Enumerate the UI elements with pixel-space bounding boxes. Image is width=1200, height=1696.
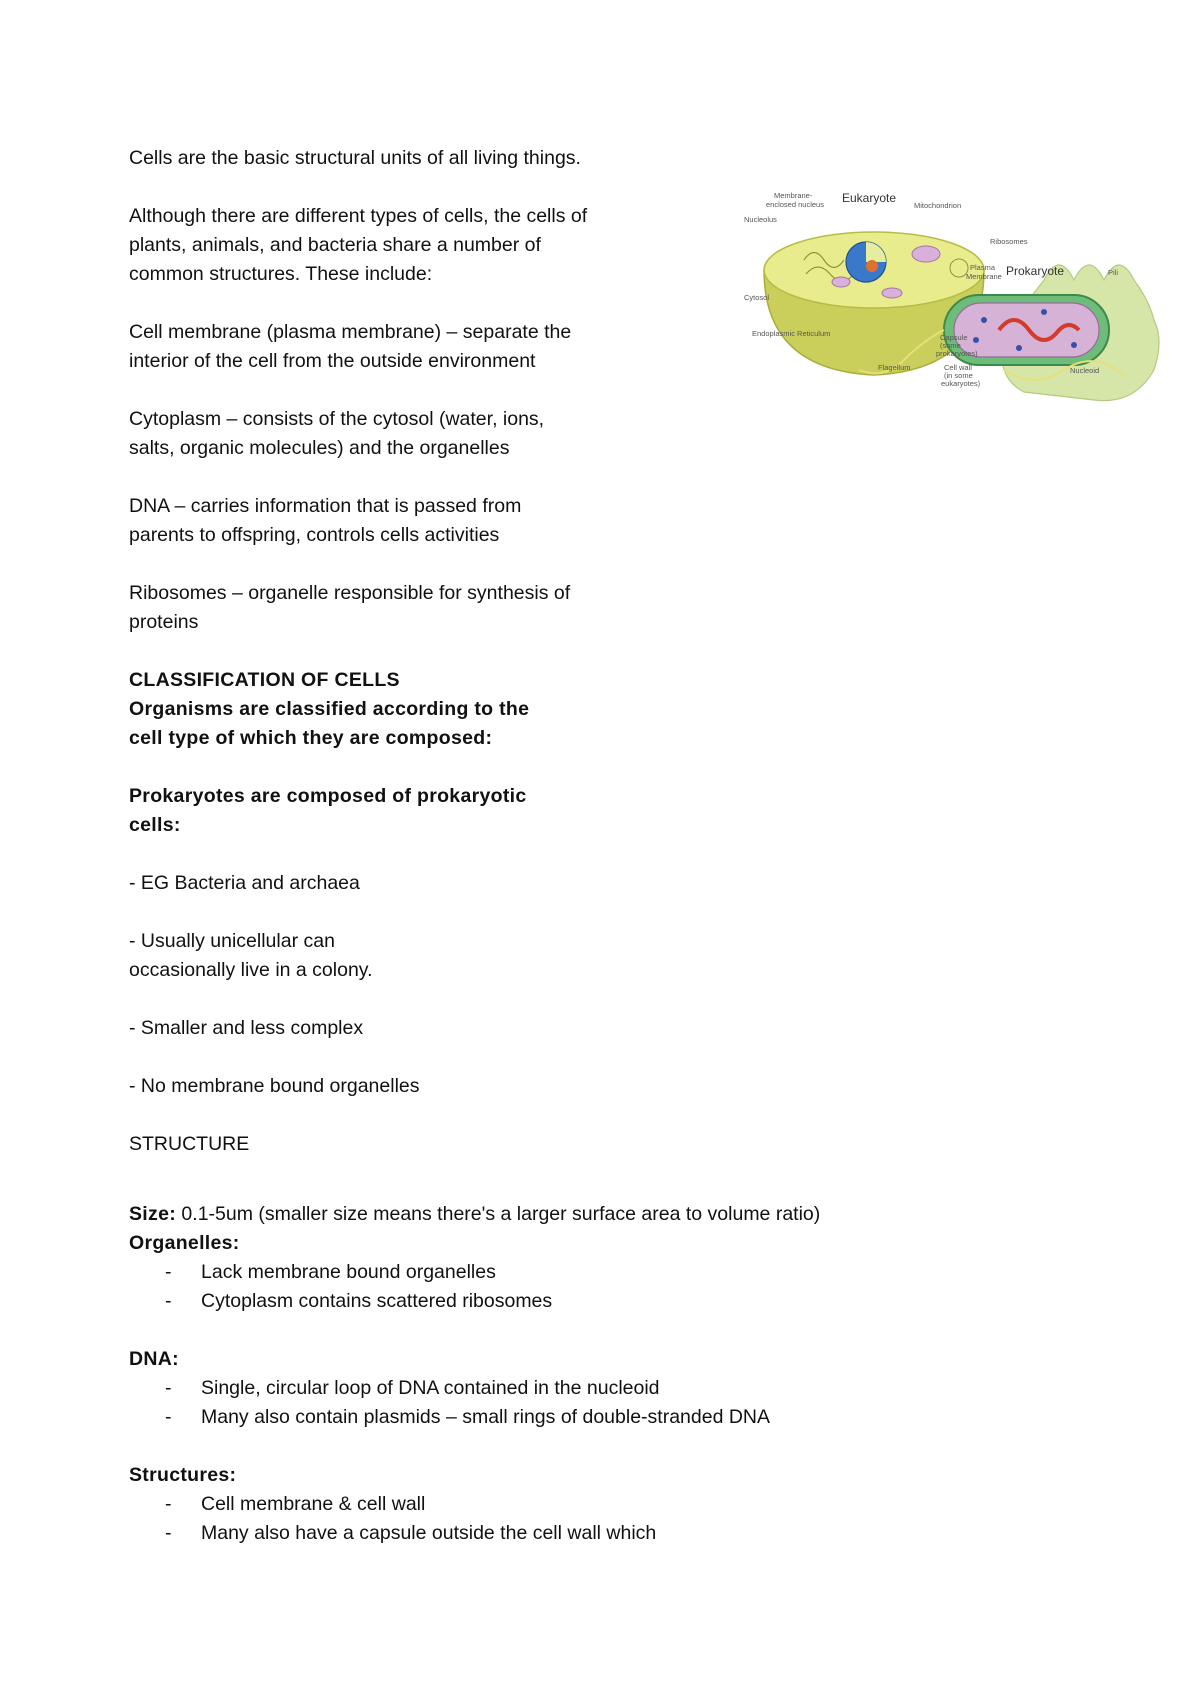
text-line: Although there are different types of cells, the cells of (129, 205, 588, 227)
text-line: DNA – carries information that is passed from (129, 495, 522, 517)
text-line: Cell membrane (plasma membrane) – separate the (129, 321, 572, 343)
label-mitochondrion: Mitochondrion (914, 201, 962, 210)
intro-paragraph (129, 144, 689, 173)
label-cytosol: Cytosol (744, 293, 770, 302)
eukaryote-title: Eukaryote (842, 191, 897, 205)
dna-label (129, 1345, 1129, 1374)
intro-line: Cells are the basic structural units of all living things. (129, 147, 581, 169)
list-item (129, 1258, 1129, 1287)
text-line: cells: (129, 814, 181, 836)
dash-marker: - (165, 1406, 172, 1428)
left-column (129, 144, 689, 1188)
label-membrane-nucleus: enclosed nucleus (766, 200, 824, 209)
text-line: Cytoplasm – consists of the cytosol (water, ions, (129, 408, 545, 430)
list-item (129, 1519, 1129, 1548)
cytoplasm-paragraph (129, 405, 689, 463)
bullet-bacteria (129, 869, 689, 898)
bullet-unicellular (129, 927, 689, 985)
text-line: - No membrane bound organelles (129, 1075, 420, 1097)
text-line: - Smaller and less complex (129, 1017, 364, 1039)
text-line: parents to offspring, controls cells activities (129, 524, 500, 546)
list-item (129, 1374, 1129, 1403)
organelles-list (129, 1258, 1129, 1316)
structure-section (129, 1200, 1129, 1548)
structures-label (129, 1461, 1129, 1490)
section-heading: CLASSIFICATION OF CELLS (129, 669, 400, 691)
dna-paragraph (129, 492, 689, 550)
bullet-no-organelles (129, 1072, 689, 1101)
cell-diagram (744, 190, 1184, 440)
spacer (129, 1432, 1129, 1461)
classification-block (129, 666, 689, 753)
label-plasma-membrane: Plasma (970, 263, 996, 272)
label-text: Organelles: (129, 1232, 240, 1254)
text-line: common structures. These include: (129, 263, 433, 285)
label-text: Structures: (129, 1464, 237, 1486)
cell-membrane-paragraph (129, 318, 689, 376)
size-label: Size: (129, 1203, 177, 1225)
organelles-label (129, 1229, 1129, 1258)
dash-marker: - (165, 1261, 172, 1283)
structures-list (129, 1490, 1129, 1548)
item-text: Many also contain plasmids – small rings of double-stranded DNA (201, 1406, 771, 1428)
text-line: proteins (129, 611, 199, 633)
common-structures-paragraph (129, 202, 689, 289)
dna-list (129, 1374, 1129, 1432)
list-item (129, 1287, 1129, 1316)
text-line: Organisms are classified according to the (129, 698, 530, 720)
list-item (129, 1490, 1129, 1519)
dash-marker: - (165, 1290, 172, 1312)
prokaryote-title: Prokaryote (1006, 264, 1065, 278)
text-line: salts, organic molecules) and the organelles (129, 437, 510, 459)
label-plasma-membrane: Membrane (966, 272, 1002, 281)
prokaryotes-heading (129, 782, 689, 840)
dash-marker: - (165, 1493, 172, 1515)
text-line: occasionally live in a colony. (129, 959, 373, 981)
text-line: plants, animals, and bacteria share a number of (129, 234, 541, 256)
dash-marker: - (165, 1377, 172, 1399)
bullet-smaller (129, 1014, 689, 1043)
dash-marker: - (165, 1522, 172, 1544)
item-text: Lack membrane bound organelles (201, 1261, 496, 1283)
label-pili: Pili (1108, 268, 1119, 277)
structure-heading (129, 1130, 689, 1159)
size-text: 0.1-5um (smaller size means there's a larger surface area to volume ratio) (176, 1203, 821, 1225)
label-ribosomes: Ribosomes (990, 237, 1028, 246)
label-flagellum: Flagellum (878, 363, 911, 372)
label-cell-wall: eukaryotes) (941, 379, 981, 388)
ribosomes-paragraph (129, 579, 689, 637)
text-line: - EG Bacteria and archaea (129, 872, 360, 894)
label-nucleoid: Nucleoid (1070, 366, 1100, 375)
text-line: - Usually unicellular can (129, 930, 335, 952)
label-text: DNA: (129, 1348, 179, 1370)
item-text: Single, circular loop of DNA contained in the nucleoid (201, 1377, 660, 1399)
text-line: interior of the cell from the outside environment (129, 350, 536, 372)
item-text: Many also have a capsule outside the cell wall which (201, 1522, 657, 1544)
text-line: STRUCTURE (129, 1133, 250, 1155)
text-line: Ribosomes – organelle responsible for synthesis of (129, 582, 571, 604)
label-capsule: prokaryotes) (936, 349, 978, 358)
label-membrane-nucleus: Membrane- (774, 191, 813, 200)
text-line: cell type of which they are composed: (129, 727, 493, 749)
item-text: Cytoplasm contains scattered ribosomes (201, 1290, 553, 1312)
label-capsule: (some (940, 341, 961, 350)
item-text: Cell membrane & cell wall (201, 1493, 426, 1515)
spacer (129, 1316, 1129, 1345)
text-line: Prokaryotes are composed of prokaryotic (129, 785, 527, 807)
list-item (129, 1403, 1129, 1432)
size-line (129, 1200, 1129, 1229)
label-capsule: Capsule (940, 333, 968, 342)
label-cell-wall: Cell wall (944, 363, 972, 372)
label-er: Endoplasmic Reticulum (752, 329, 831, 338)
label-cell-wall: (in some (944, 371, 973, 380)
label-nucleolus: Nucleolus (744, 215, 777, 224)
